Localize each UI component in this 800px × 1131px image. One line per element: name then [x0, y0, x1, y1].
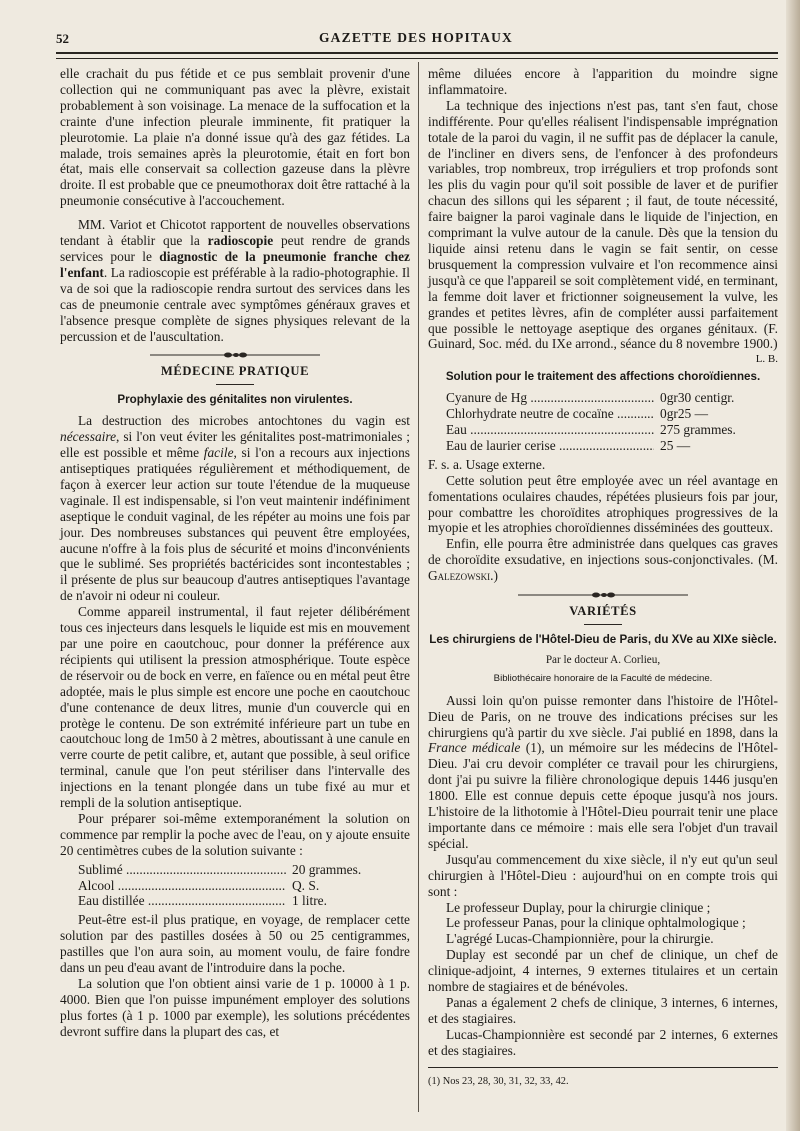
paragraph: même diluées encore à l'apparition du moindre signe inflammatoire. — [428, 66, 778, 97]
paragraph: Peut-être est-il plus pratique, en voyage, de remplacer cette solution par des pastilles dosées à 50 ou 25 centigrammes, pastilles que l'on aura soin, au moment voulu, de faire fondre dans un peu d'eau avant de l'introduire dans la poche. — [60, 912, 410, 976]
list-item: Le professeur Duplay, pour la chirurgie clinique ; — [446, 899, 711, 915]
paragraph-radioscopie: MM. Variot et Chicotot rapportent de nouvelles observations tendant à établir que la radioscopie peut rendre de grands services pour le diagnostic de la pneumonie franche chez l'enfant. La radioscopie est préférable à la radio-photographie. Il va de soi que la radioscopie rendra surtout des services dans les cas de pneumonie centrale avec symptômes généraux graves et l'absence presque complète de signes physiques relevant de la percussion et de l'auscultation. — [60, 217, 411, 344]
ornamental-rule — [518, 590, 688, 600]
paragraph: Enfin, elle pourra être administrée dans quelques cas graves de choroïdite exsudative, en injections sous-conjonctivales. (M. Galezowski.) — [428, 536, 778, 584]
article-author: Par le docteur A. Corlieu, — [545, 653, 661, 666]
right-column — [428, 66, 778, 1090]
paragraph: La technique des injections n'est pas, tant s'en faut, chose indifférente. Pour qu'elles réalisent l'indispensable imprégnation totale de la paroi du vagin, il ne suffit pas de déplacer la canule, de l'incliner en divers sens, de l'enfoncer à des profondeurs variables, trop nombreux, trop irréguliers et trop profonds sont les plis du vagin pour qu'il soit possible de laver et de purifier chacun des sillons qui les séparent ; il faut, de toute nécessité, faire baigner la paroi vaginale dans le liquide de l'injection, en comprimant la vulve autour de la canule. Dès que la tension du liquide ainsi retenu dans le vagin se fait sentir, on cesse brusquement la compression vulvaire et l'on recommence ainsi jusqu'à ce que l'appareil se soit complètement vidé, en terminant, la femme doit laver et frictionner soigneusement la vulve, les grandes et petites lèvres, afin de compléter aussi parfaitement que possible le nettoyage aseptique des organes génitaux. (F. Guinard, Soc. méd. du IXe arrond., séance du 8 novembre 1900.) — [428, 97, 778, 352]
paragraph: Duplay est secondé par un chef de clinique, un chef de clinique-adjoint, 4 internes, 9 externes titulaires et un certain nombre de stagiaires et de bénévoles. — [428, 947, 778, 995]
recipe-row: Cyanure de Hg ..... 0gr30 centigr. — [446, 390, 756, 406]
section-title: MÉDECINE PRATIQUE — [160, 364, 310, 379]
section-title: VARIÉTÉS — [569, 604, 637, 619]
paragraph: Aussi loin qu'on puisse remonter dans l'histoire de l'Hôtel-Dieu de Paris, on ne trouve des indications précises sur les chirurgiens qu'à partir du xve siècle. J'ai publié en 1898, dans la France médicale (1), un mémoire sur les médecins de l'Hôtel-Dieu. J'ai cru devoir compléter ce travail pour les chirurgiens, dont j'ai pu suivre la filière chronologique depuis 1446 jusqu'en 1800. Elle est connue depuis cette époque jusqu'à nos jours. L'histoire de la lithotomie à l'Hôtel-Dieu pourrait tenir une place importante dans ce mémoire : mais elle sera l'objet d'un travail spécial. — [428, 692, 779, 851]
subsection-title: Solution pour le traitement des affections choroïdiennes. — [445, 370, 761, 384]
left-column — [60, 66, 410, 1040]
footnote: (1) Nos 23, 28, 30, 31, 32, 33, 42. — [428, 1075, 569, 1087]
running-title: GAZETTE DES HOPITAUX — [318, 30, 514, 45]
paragraph: Comme appareil instrumental, il faut rejeter délibérément tous ces injecteurs dans lesquels le liquide est mis en mouvement par une poire en caoutchouc, pour donner la préférence aux récipients qui utilisent la pression atmosphérique. Toute espèce de réservoir ou de bock en verre, en faïence ou en métal peut être adoptée, mais le plus simple est encore une poche en caoutchouc d'une contenance de deux litres, munie d'un couvercle qui en protège le contenu. De son extrémité inférieure part un tube en caoutchouc long de 1m50 à 2 mètres, aboutissant à une canule en verre courte de petit calibre, et, autant que possible, à seul orifice terminal, canule que l'on peut stériliser dans l'intervalle des injections en la tenant plongée dans un tube fixé au mur et rempli de la solution antiseptique. — [60, 604, 410, 811]
paragraph: Pour préparer soi-même extemporanément la solution on commence par remplir la poche avec de l'eau, on y ajoute ensuite 20 centimètres cubes de la solution suivante : — [60, 810, 410, 858]
column-divider — [418, 62, 419, 1112]
page-edge-shadow — [786, 0, 800, 1131]
article-title: Les chirurgiens de l'Hôtel-Dieu de Paris, du XVe au XIXe siècle. — [429, 632, 777, 646]
recipe-row: Alcool ..... Q. S. — [78, 878, 388, 894]
paragraph: La solution que l'on obtient ainsi varie de 1 p. 10000 à 1 p. 4000. Bien que l'on puisse impunément employer des solutions plus fortes (à 1 p. 1000 par exemple), les solutions précédentes devront suffire dans la plupart des cas, et — [60, 975, 410, 1039]
running-header — [56, 28, 776, 50]
list-item: L'agrégé Lucas-Championnière, pour la chirurgie. — [446, 931, 714, 947]
recipe-row: Eau ..... 275 grammes. — [446, 422, 756, 438]
subsection-title: Prophylaxie des génitalites non virulentes. — [117, 393, 353, 407]
paragraph: Jusqu'au commencement du xixe siècle, il n'y eut qu'un seul chirurgien à l'Hôtel-Dieu : aujourd'hui on en compte trois qui sont : — [428, 851, 778, 899]
recipe-row: Eau de laurier cerise ..... 25 — — [446, 438, 756, 454]
short-rule — [584, 624, 622, 625]
header-rule — [56, 52, 778, 59]
recipe-list — [78, 862, 388, 910]
short-rule — [216, 384, 254, 385]
bold-term: radioscopie — [207, 233, 274, 249]
footnote-rule — [428, 1067, 778, 1068]
recipe-row: Eau distillée ..... 1 litre. — [78, 893, 388, 909]
paragraph: Panas a également 2 chefs de clinique, 3 internes, 6 internes, et des stagiaires. — [428, 994, 778, 1026]
ornamental-rule — [150, 350, 320, 360]
recipe-row: Chlorhydrate neutre de cocaïne ..... 0gr25 — — [446, 406, 756, 422]
list-item: Le professeur Panas, pour la clinique ophtalmologique ; — [446, 915, 746, 931]
paragraph: Cette solution peut être employée avec un réel avantage en fomentations oculaires chaudes, répétées plusieurs fois par jour, pour combattre les choroïdites atrophiques progressives de la myopie et les atrophies choroïdiennes disséminées des goutteux. — [428, 472, 778, 536]
paragraph: Lucas-Championnière est secondé par 2 internes, 6 externes et des stagiaires. — [428, 1026, 778, 1058]
usage-note: F. s. a. Usage externe. — [428, 456, 546, 472]
recipe-row: Sublimé ..... 20 grammes. — [78, 862, 388, 878]
recipe-list — [446, 390, 756, 454]
signature-initials: L. B. — [755, 353, 778, 366]
author-affiliation: Bibliothécaire honoraire de la Faculté de médecine. — [493, 672, 713, 684]
paragraph: La destruction des microbes antochtones du vagin est nécessaire, si l'on veut éviter les génitalites post-matrimoniales ; elle est possible et même facile, si l'on a recours aux injections antiseptiques pratiquées régulièrement et méthodiquement, de façon à exercer leur action sur toute l'étendue de la muqueuse vaginale. Il est indispensable, si l'on veut maintenir indéfiniment aseptique le conduit vaginal, de les répéter au moins une fois par jour. Des nombreuses substances qui peuvent être employées, aucune n'offre à la fois plus de sécurité et moins d'inconvénients que le sublimé. Ses propriétés bactéricides sont incontestables ; il présente de plus sur beaucoup d'autres antiseptiques l'avantage de n'avoir ni odeur ni couleur. — [60, 413, 411, 604]
page-number: 52 — [56, 31, 69, 46]
paragraph: elle crachait du pus fétide et ce pus semblait provenir d'une collection qui ne communiquant pas avec la plèvre, existait probablement à son voisinage. La menace de la suffocation et la crainte d'une infection pleurale imminente, fit pratiquer la pleurotomie. La plaie n'a donné issue qu'à des gaz fétides. La malade, trois semaines après la pleurotomie, était en fort bon état, mais elle conservait sa collection gazeuse dans la plèvre droite. Il est probable que ce pneumothorax doit être rattaché à la pneumonie consécutive à l'accouchement. — [60, 66, 410, 209]
bold-term: diagnostic de la pneumonie franche chez l'enfant — [60, 248, 410, 280]
